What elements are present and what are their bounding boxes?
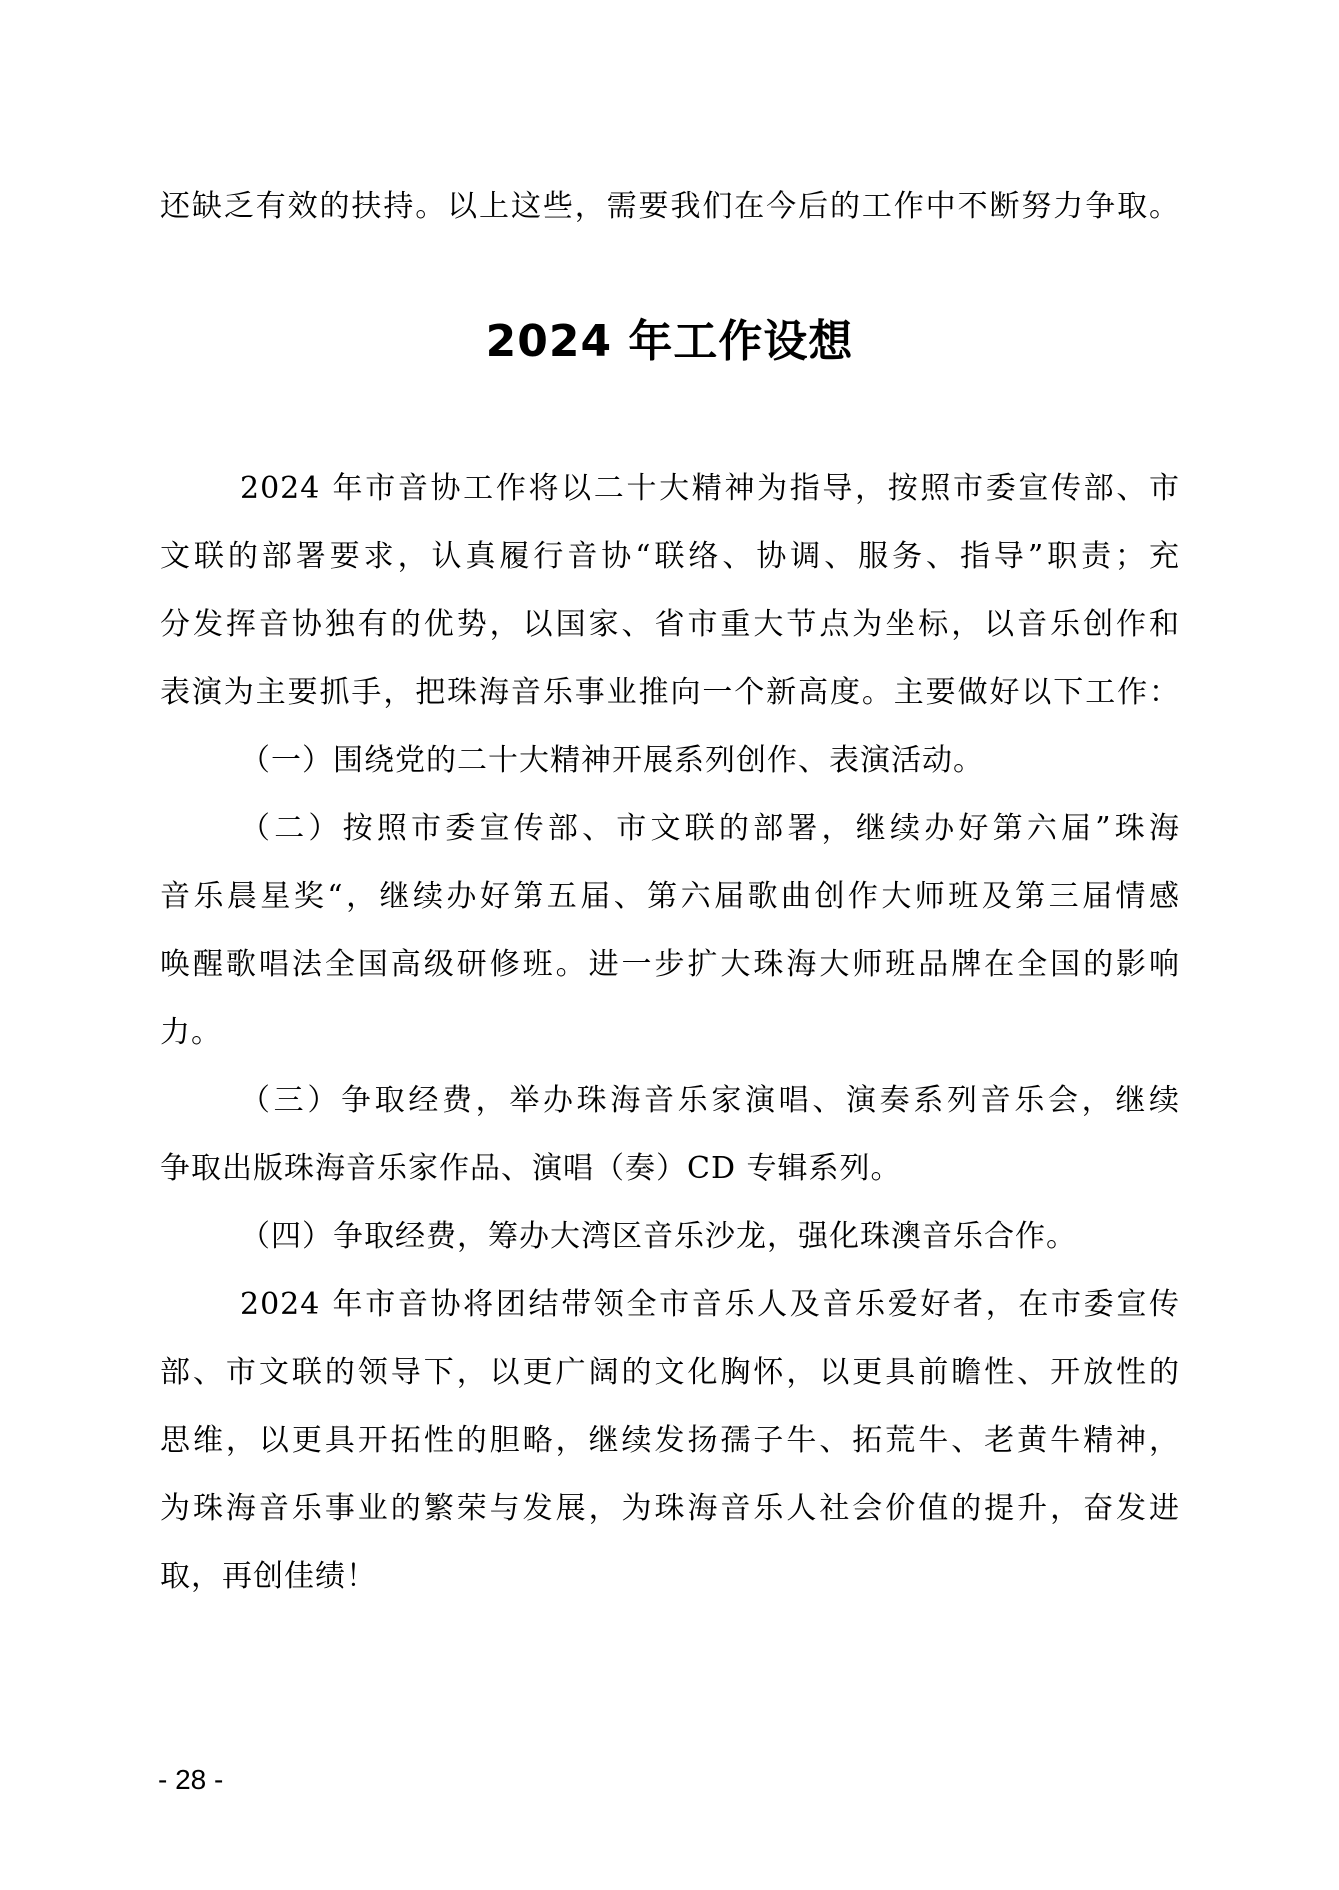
body-text	[160, 455, 1180, 1611]
text-line: 唤醒歌唱法全国高级研修班。进一步扩大珠海大师班品牌在全国的影响	[160, 947, 1180, 982]
text-line: 力。	[160, 1015, 222, 1050]
text-line: 2024 年市音协工作将以二十大精神为指导，按照市委宣传部、市	[240, 471, 1180, 506]
section-title: 2024 年工作设想	[485, 316, 854, 367]
text-line: 音乐晨星奖“，继续办好第五届、第六届歌曲创作大师班及第三届情感	[160, 879, 1180, 914]
text-line: 争取出版珠海音乐家作品、演唱（奏）CD 专辑系列。	[160, 1151, 902, 1186]
text-line: 思维，以更具开拓性的胆略，继续发扬孺子牛、拓荒牛、老黄牛精神，	[160, 1423, 1180, 1458]
text-line: （二）按照市委宣传部、市文联的部署，继续办好第六届”珠海	[240, 811, 1180, 846]
page-number: - 28 -	[158, 1764, 224, 1795]
text-line: （三）争取经费，举办珠海音乐家演唱、演奏系列音乐会，继续	[240, 1083, 1180, 1118]
text-line: 取，再创佳绩！	[160, 1559, 377, 1594]
text-line: 表演为主要抓手，把珠海音乐事业推向一个新高度。主要做好以下工作：	[160, 675, 1180, 710]
text-line: 2024 年市音协将团结带领全市音乐人及音乐爱好者，在市委宣传	[240, 1287, 1180, 1322]
text-line: 文联的部署要求，认真履行音协“联络、协调、服务、指导”职责；充	[160, 539, 1180, 574]
text-line: 还缺乏有效的扶持。以上这些，需要我们在今后的工作中不断努力争取。	[160, 189, 1180, 224]
text-line: 部、市文联的领导下，以更广阔的文化胸怀，以更具前瞻性、开放性的	[160, 1355, 1180, 1390]
text-line: 为珠海音乐事业的繁荣与发展，为珠海音乐人社会价值的提升，奋发进	[160, 1491, 1180, 1526]
continuation-paragraph	[160, 173, 1180, 241]
list-item-4: （四）争取经费，筹办大湾区音乐沙龙，强化珠澳音乐合作。	[240, 1219, 1077, 1254]
text-line: 分发挥音协独有的优势，以国家、省市重大节点为坐标，以音乐创作和	[160, 607, 1180, 642]
list-item-1: （一）围绕党的二十大精神开展系列创作、表演活动。	[240, 743, 984, 778]
